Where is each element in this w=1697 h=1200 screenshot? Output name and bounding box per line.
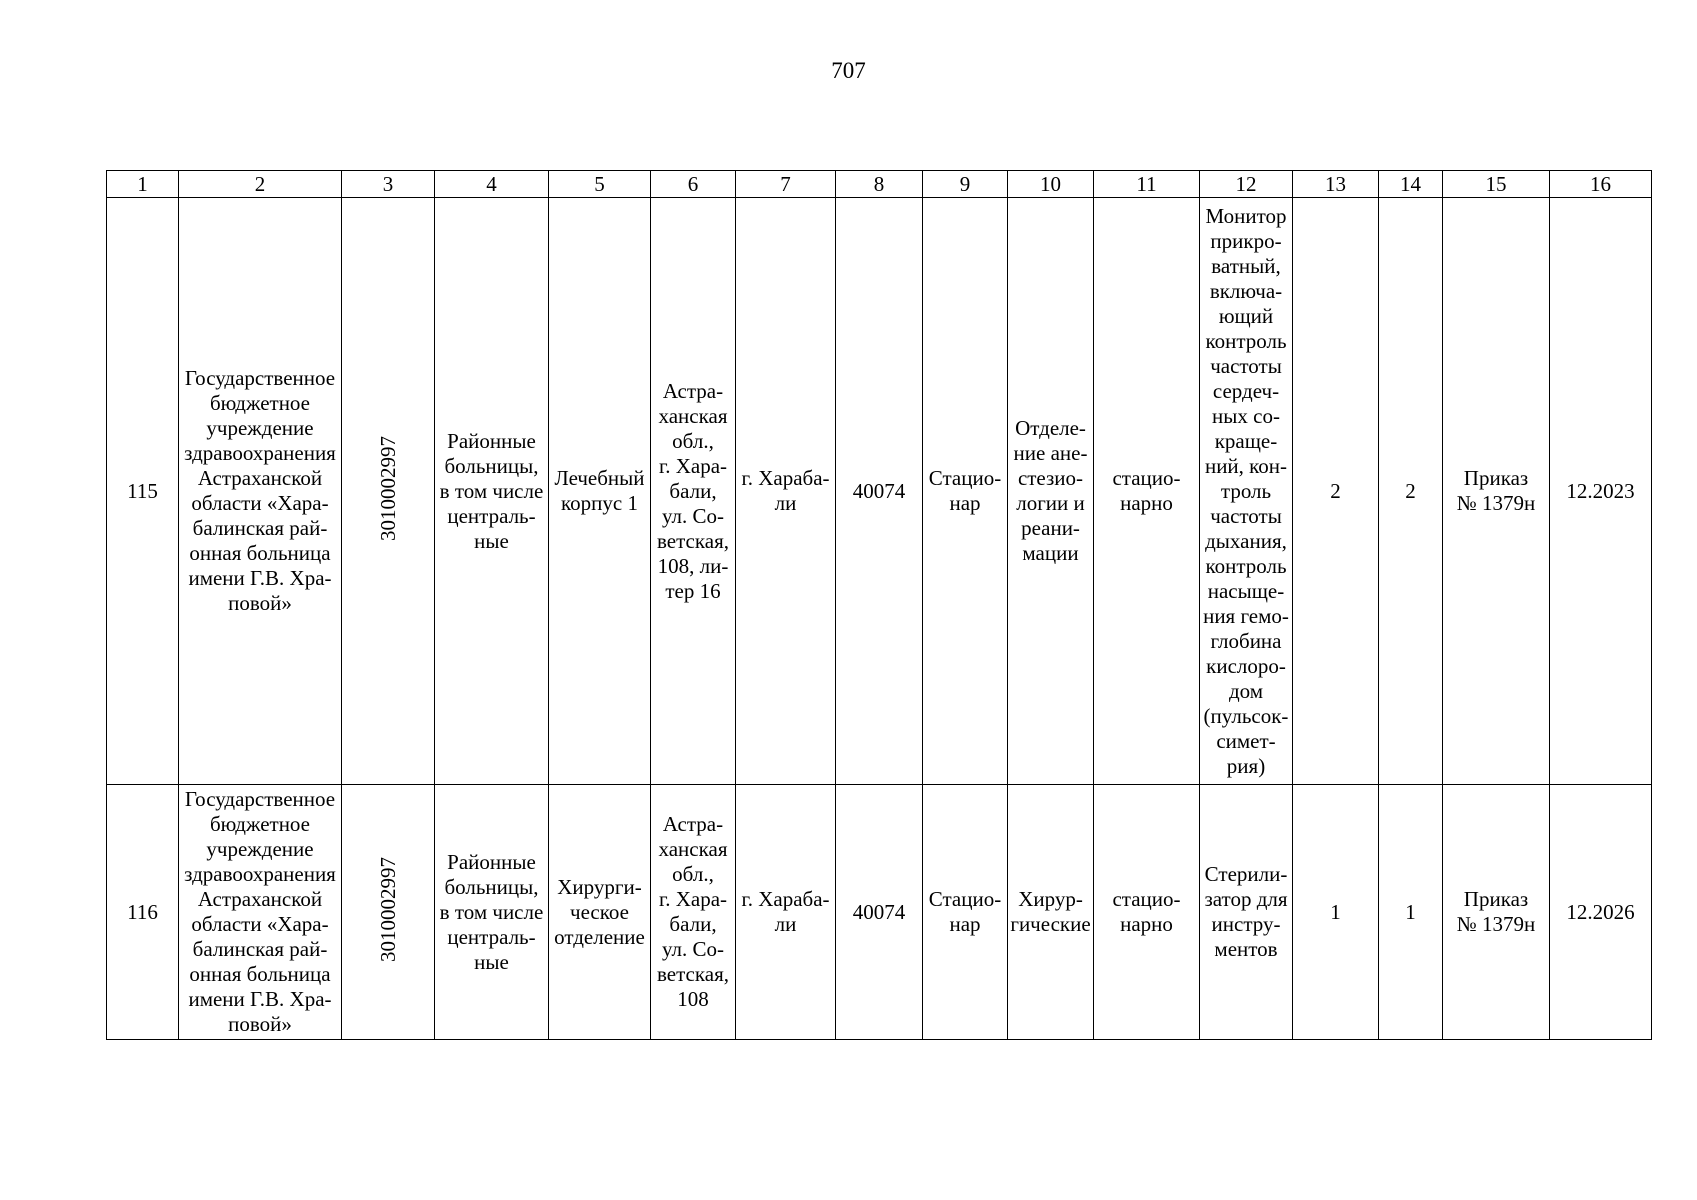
quantity-cell: 1 xyxy=(1379,785,1443,1040)
oktmo-cell: 40074 xyxy=(836,198,923,785)
quantity-cell: 2 xyxy=(1379,198,1443,785)
equipment-cell: Стерили- затор для инстру- ментов xyxy=(1200,785,1293,1040)
department-cell: Отделе- ние ане- стезио- логии и реани- мации xyxy=(1008,198,1094,785)
column-number-cell: 16 xyxy=(1550,171,1652,198)
column-number-cell: 6 xyxy=(651,171,736,198)
care-conditions-cell: стацио- нарно xyxy=(1094,785,1200,1040)
address-cell: Астра- ханская обл., г. Хара- бали, ул. Со- ветская, 108 xyxy=(651,785,736,1040)
column-number-cell: 12 xyxy=(1200,171,1293,198)
row-number-cell: 115 xyxy=(107,198,179,785)
date-cell: 12.2026 xyxy=(1550,785,1652,1040)
column-number-cell: 11 xyxy=(1094,171,1200,198)
settlement-cell: г. Хараба- ли xyxy=(736,785,836,1040)
column-number-cell: 2 xyxy=(179,171,342,198)
column-number-cell: 9 xyxy=(923,171,1008,198)
column-number-row xyxy=(107,171,1652,198)
building-cell: Хирурги- ческое отделение xyxy=(549,785,651,1040)
organization-cell: Государственное бюджетное учреждение здравоохранения Астраханской области «Хара- балинская рай- онная больница имени Г.В. Хра- повой» xyxy=(179,198,342,785)
column-number-cell: 4 xyxy=(435,171,549,198)
table-row xyxy=(107,198,1652,785)
code-text: 3010002997 xyxy=(375,856,400,962)
settlement-cell: г. Хараба- ли xyxy=(736,198,836,785)
row-number-cell: 116 xyxy=(107,785,179,1040)
code-cell xyxy=(342,785,435,1040)
address-cell: Астра- ханская обл., г. Хара- бали, ул. Со- ветская, 108, ли- тер 16 xyxy=(651,198,736,785)
care-form-cell: Стацио- нар xyxy=(923,785,1008,1040)
care-form-cell: Стацио- нар xyxy=(923,198,1008,785)
code-cell xyxy=(342,198,435,785)
code-text: 3010002997 xyxy=(375,435,400,541)
building-cell: Лечебный корпус 1 xyxy=(549,198,651,785)
quantity-cell: 1 xyxy=(1293,785,1379,1040)
column-number-cell: 10 xyxy=(1008,171,1094,198)
table-row xyxy=(107,785,1652,1040)
order-cell: Приказ № 1379н xyxy=(1443,198,1550,785)
column-number-cell: 8 xyxy=(836,171,923,198)
order-cell: Приказ № 1379н xyxy=(1443,785,1550,1040)
column-number-cell: 15 xyxy=(1443,171,1550,198)
care-conditions-cell: стацио- нарно xyxy=(1094,198,1200,785)
organization-cell: Государственное бюджетное учреждение здравоохранения Астраханской области «Хара- балинская рай- онная больница имени Г.В. Хра- повой» xyxy=(179,785,342,1040)
department-cell: Хирур- гические xyxy=(1008,785,1094,1040)
equipment-registry-table xyxy=(106,170,1652,1040)
column-number-cell: 5 xyxy=(549,171,651,198)
quantity-cell: 2 xyxy=(1293,198,1379,785)
column-number-cell: 14 xyxy=(1379,171,1443,198)
category-cell: Районные больницы, в том числе централь- ные xyxy=(435,785,549,1040)
equipment-cell: Монитор прикро- ватный, включа- ющий контроль частоты сердеч- ных со- краще- ний, кон- троль частоты дыхания, контроль насыще- ния гемо- глобина кислоро- дом (пульсок- симет- рия) xyxy=(1200,198,1293,785)
column-number-cell: 13 xyxy=(1293,171,1379,198)
page-number: 707 xyxy=(831,58,866,83)
column-number-cell: 1 xyxy=(107,171,179,198)
column-number-cell: 3 xyxy=(342,171,435,198)
column-number-cell: 7 xyxy=(736,171,836,198)
oktmo-cell: 40074 xyxy=(836,785,923,1040)
date-cell: 12.2023 xyxy=(1550,198,1652,785)
category-cell: Районные больницы, в том числе централь- ные xyxy=(435,198,549,785)
